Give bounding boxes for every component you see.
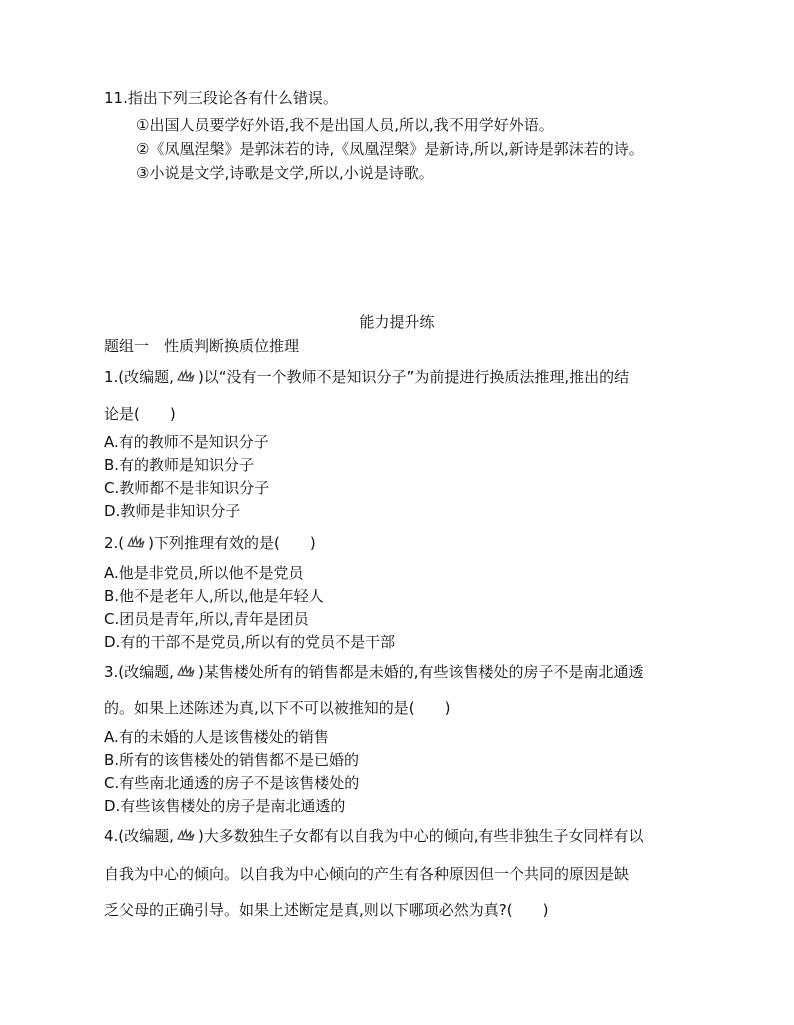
q1-option-c: C.教师都不是非知识分子 (104, 479, 270, 497)
q4-stem-line3: 乏父母的正确引导。如果上述断定是真,则以下哪项必然为真?( ) (104, 901, 549, 919)
q2-option-c: C.团员是青年,所以,青年是团员 (104, 610, 309, 628)
q2-stem (104, 533, 316, 553)
q1-option-b: B.有的教师是知识分子 (104, 456, 255, 474)
q3-stem (104, 662, 644, 682)
q3-stem-pre: 3.(改编题, (104, 663, 174, 681)
q11-stem: 11.指出下列三段论各有什么错误。 (104, 89, 338, 107)
difficulty-stars-icon (175, 828, 197, 842)
q3-stem-line2: 的。如果上述陈述为真,以下不可以被推知的是( ) (104, 699, 451, 717)
q4-stem-line2: 自我为中心的倾向。以自我为中心倾向的产生有各种原因但一个共同的原因是缺 (104, 865, 630, 883)
q1-option-a: A.有的教师不是知识分子 (104, 433, 269, 451)
q2-option-a: A.他是非党员,所以他不是党员 (104, 564, 304, 582)
q2-stem-pre: 2.( (104, 534, 125, 552)
q4-stem-post: )大多数独生子女都有以自我为中心的倾向,有些非独生子女同样有以 (197, 827, 644, 845)
section-title: 能力提升练 (359, 313, 435, 331)
q1-option-d: D.教师是非知识分子 (104, 502, 241, 520)
q3-option-d: D.有些该售楼处的房子是南北通透的 (104, 797, 346, 815)
q2-stem-post: )下列推理有效的是( ) (148, 534, 316, 552)
q3-option-c: C.有些南北通透的房子不是该售楼处的 (104, 774, 360, 792)
q11-item-3: ③小说是文学,诗歌是文学,所以,小说是诗歌。 (136, 164, 434, 182)
q4-stem (104, 826, 644, 846)
q3-stem-post: )某售楼处所有的销售都是未婚的,有些该售楼处的房子不是南北通透 (197, 663, 644, 681)
q1-stem-line2: 论是( ) (104, 405, 176, 423)
q11-item-2: ②《凤凰涅槃》是郭沫若的诗,《凤凰涅槃》是新诗,所以,新诗是郭沫若的诗。 (136, 140, 644, 158)
difficulty-stars-icon (175, 664, 197, 678)
q3-option-a: A.有的未婚的人是该售楼处的销售 (104, 728, 329, 746)
difficulty-stars-icon (125, 535, 147, 549)
group-title: 题组一 性质判断换质位推理 (104, 337, 300, 355)
q1-stem-post: )以“没有一个教师不是知识分子”为前提进行换质法推理,推出的结 (197, 368, 630, 386)
q4-stem-pre: 4.(改编题, (104, 827, 174, 845)
q1-stem-pre: 1.(改编题, (104, 368, 174, 386)
difficulty-stars-icon (175, 369, 197, 383)
q1-stem (104, 367, 629, 387)
q2-option-d: D.有的干部不是党员,所以有的党员不是干部 (104, 633, 396, 651)
q11-item-1: ①出国人员要学好外语,我不是出国人员,所以,我不用学好外语。 (136, 116, 554, 134)
q3-option-b: B.所有的该售楼处的销售都不是已婚的 (104, 751, 360, 769)
q2-option-b: B.他不是老年人,所以,他是年轻人 (104, 587, 324, 605)
